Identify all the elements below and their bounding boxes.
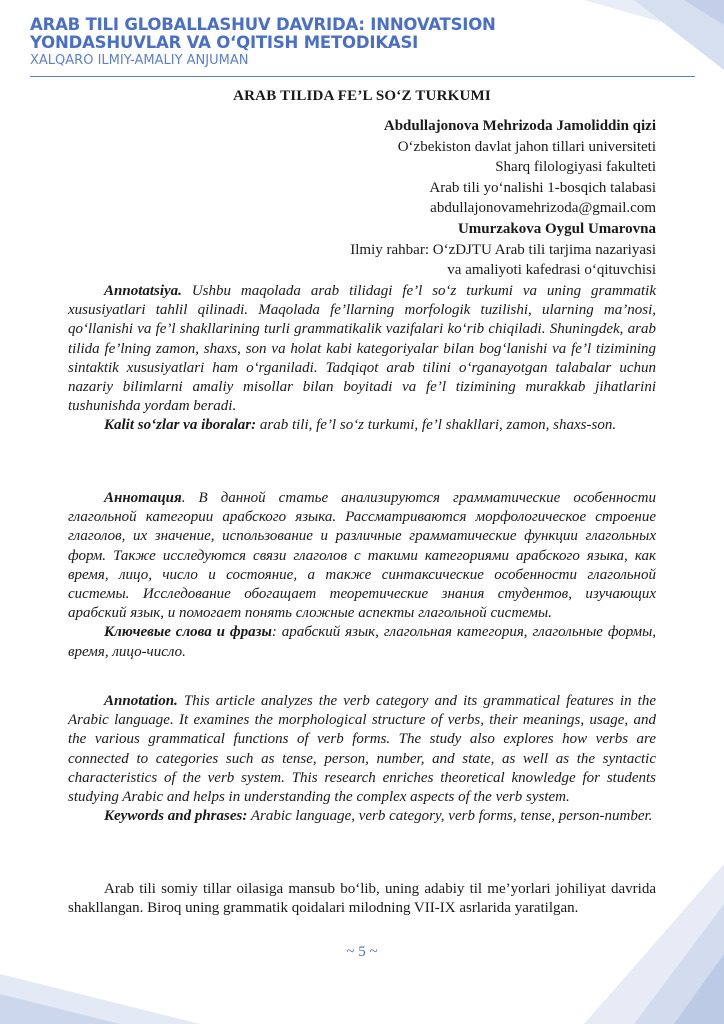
keywords-ru-text: : арабский язык, глагольная категория, глагольные формы, время, лицо-число.	[68, 624, 657, 660]
author-block	[350, 116, 656, 281]
author2-name: Umurzakova Oygul Umarovna	[457, 220, 656, 237]
abstract-uz-text: Ushbu maqolada arab tilidagi fe’l so‘z turkumi va uning grammatik xususiyatlari tahlil qilinadi. Maqolada fe’llarning morfologik tuzilishi, ularning ma’nosi, qo‘llanishi va fe’l shakllarining turli grammatikalik vazifalari ko‘rib chiqiladi. Shuningdek, arab tilida fe’lning zamon, shaxs, son va holat kabi kategoriyalar bilan bog‘lanishi va fe’l tizimining sintaktik xususiyatlari ham o‘rganiladi. Tadqiqot arab tilini o‘rganayotgan talabalar uchun nazariy bilimlarni amaliy misollar bilan boyitadi va fe’l tizimining murakkab jihatlarini tushunishda yordam beradi.	[68, 283, 656, 415]
author1-name: Abdullajonova Mehrizoda Jamoliddin qizi	[383, 118, 656, 134]
author1-email: abdullajonovamehrizoda@gmail.com	[430, 200, 656, 217]
page-number: ~ 5 ~	[346, 944, 378, 960]
introduction	[68, 880, 656, 918]
keywords-ru-label: Ключевые слова и фразы	[104, 624, 272, 641]
abstract-russian	[68, 489, 656, 662]
header-line-2: YONDASHUVLAR VA O‘QITISH METODIKASI	[30, 33, 419, 52]
header-line-1: ARAB TILI GLOBALLASHUV DAVRIDA: INNOVATSION	[30, 15, 496, 34]
article-title: ARAB TILIDA FE’L SO‘Z TURKUMI	[233, 88, 491, 104]
abstract-ru-text: . В данной статье анализируются грамматические особенности глагольной категории арабского языка. Рассматриваются морфологическое строение глаголов, их значение, использование и различные грамматические функции глагольных форм. Также исследуются связи глаголов с такими категориями арабского языка, как время, лицо, число и состояние, а также синтаксические особенности глагольной системы. Исследование обогащает теоретические знания студентов, изучающих арабский язык, и помогает понять сложные аспекты глагольной системы.	[68, 490, 656, 622]
abstract-en-label: Annotation.	[104, 693, 178, 709]
keywords-en-text: Arabic language, verb category, verb forms, tense, person-number.	[247, 808, 653, 825]
intro-paragraph: Arab tili somiy tillar oilasiga mansub bo‘lib, uning adabiy til me’yorlari johiliyat davrida shakllangan. Biroq uning grammatik qoidalari milodning VII-IX asrlarida yaratilgan.	[68, 881, 656, 917]
header-line-3: XALQARO ILMIY-AMALIY ANJUMAN	[30, 53, 249, 68]
conference-header	[30, 16, 670, 70]
author1-program: Arab tili yo‘nalishi 1-bosqich talabasi	[429, 179, 656, 196]
header-divider	[30, 76, 695, 77]
author2-role-line2: va amaliyoti kafedrasi o‘qituvchisi	[447, 262, 656, 279]
keywords-en-label: Keywords and phrases:	[104, 808, 248, 825]
abstract-en-text: This article analyzes the verb category and its grammatical features in the Arabic language. It examines the morphological structure of verbs, their meanings, usage, and the various grammatical functions of verb forms. The study also explores how verbs are connected to categories such as tense, person, number, and state, as well as the syntactic characteristics of the verb system. This research enriches theoretical knowledge for students studying Arabic and helps in understanding the complex aspects of the verb system.	[68, 693, 656, 806]
abstract-ru-label: Аннотация	[104, 490, 182, 506]
abstract-uz-label: Annotatsiya.	[104, 283, 182, 299]
author2-role-line1: Ilmiy rahbar: O‘zDJTU Arab tili tarjima nazariyasi	[350, 241, 656, 258]
keywords-uz-text: arab tili, fe’l so‘z turkumi, fe’l shakllari, zamon, shaxs-son.	[256, 417, 617, 434]
abstract-english	[68, 692, 656, 826]
author1-university: O‘zbekiston davlat jahon tillari universiteti	[397, 138, 656, 155]
keywords-uz-label: Kalit so‘zlar va iboralar:	[104, 417, 257, 434]
author1-faculty: Sharq filologiyasi fakulteti	[495, 159, 656, 176]
corner-decoration-bottom-left	[0, 954, 200, 1024]
abstract-uzbek	[68, 282, 656, 436]
